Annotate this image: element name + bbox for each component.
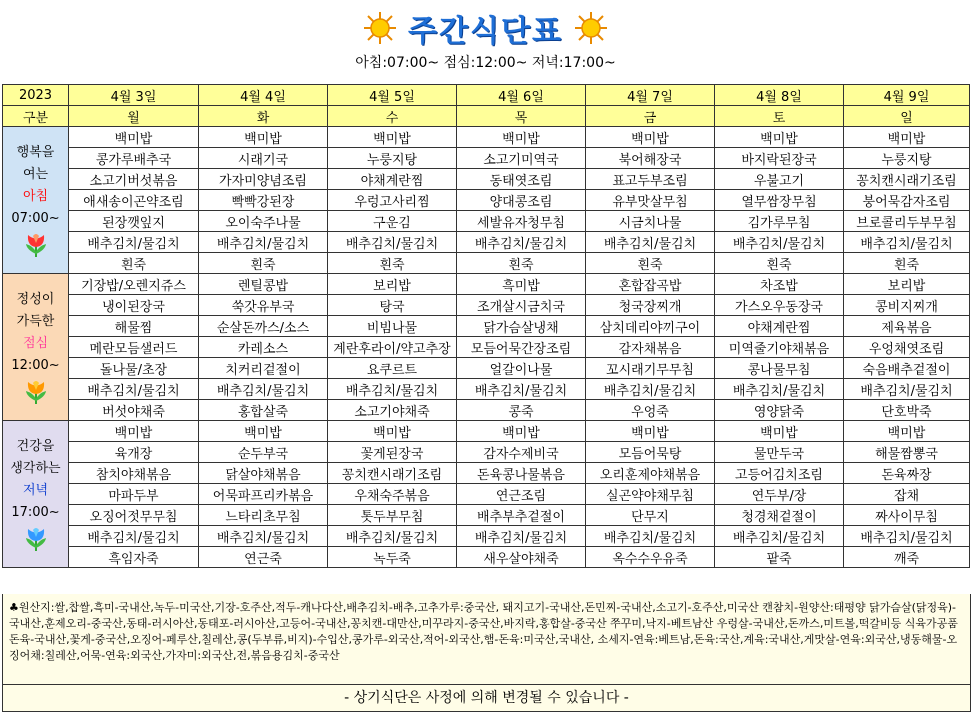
menu-item: 해물짬뽕국 <box>844 442 970 463</box>
menu-item: 백미밥 <box>586 127 715 148</box>
meal-name: 점심 <box>22 336 49 351</box>
menu-item: 야채계란찜 <box>715 316 844 337</box>
menu-item: 고등어김치조림 <box>715 463 844 484</box>
menu-row <box>3 463 970 484</box>
menu-item: 흰죽 <box>457 253 586 274</box>
menu-item: 백미밥 <box>715 127 844 148</box>
menu-item: 백미밥 <box>328 421 457 442</box>
date-cell: 4월 5일 <box>328 85 457 106</box>
menu-item: 옥수수우유죽 <box>586 547 715 568</box>
day-cell: 목 <box>457 106 586 127</box>
menu-item: 치커리겉절이 <box>199 358 328 379</box>
menu-item: 배추김치/물김치 <box>715 526 844 547</box>
menu-row <box>3 232 970 253</box>
meal-label-cell <box>3 421 69 568</box>
menu-row <box>3 274 970 295</box>
menu-item: 차조밥 <box>715 274 844 295</box>
menu-item: 연근조림 <box>457 484 586 505</box>
menu-item: 시래기국 <box>199 148 328 169</box>
menu-item: 배추김치/물김치 <box>844 526 970 547</box>
menu-item: 가자미양념조림 <box>199 169 328 190</box>
menu-item: 돈육짜장 <box>844 463 970 484</box>
menu-item: 유부맛살무침 <box>586 190 715 211</box>
day-cell: 금 <box>586 106 715 127</box>
menu-item: 미역줄기야채볶음 <box>715 337 844 358</box>
menu-item: 우채숙주볶음 <box>328 484 457 505</box>
menu-item: 배추김치/물김치 <box>199 526 328 547</box>
menu-item: 비빔나물 <box>328 316 457 337</box>
menu-row <box>3 295 970 316</box>
menu-item: 모듬어묵간장조림 <box>457 337 586 358</box>
menu-item: 깨죽 <box>844 547 970 568</box>
menu-item: 오징어젓무무침 <box>69 505 199 526</box>
menu-item: 요쿠르트 <box>328 358 457 379</box>
meal-time: 12:00~ <box>11 358 60 373</box>
menu-item: 소고기미역국 <box>457 148 586 169</box>
menu-item: 흑임자죽 <box>69 547 199 568</box>
menu-item: 백미밥 <box>199 127 328 148</box>
menu-item: 배추김치/물김치 <box>844 232 970 253</box>
menu-item: 냉이된장국 <box>69 295 199 316</box>
date-cell: 4월 3일 <box>69 85 199 106</box>
meal-label-line: 정성이 <box>16 292 55 307</box>
tulip-icon <box>21 379 51 405</box>
gubun-cell: 구분 <box>3 106 69 127</box>
menu-item: 콩나물무침 <box>715 358 844 379</box>
menu-item: 열무쌈장무침 <box>715 190 844 211</box>
menu-item: 실곤약야채무침 <box>586 484 715 505</box>
menu-row <box>3 547 970 568</box>
menu-item: 배추부추겉절이 <box>457 505 586 526</box>
menu-item: 브로콜리두부무침 <box>844 211 970 232</box>
menu-item: 모듬어묵탕 <box>586 442 715 463</box>
menu-item: 백미밥 <box>69 421 199 442</box>
date-cell: 4월 8일 <box>715 85 844 106</box>
menu-item: 배추김치/물김치 <box>328 526 457 547</box>
date-cell: 4월 7일 <box>586 85 715 106</box>
menu-item: 참치야채볶음 <box>69 463 199 484</box>
menu-item: 애새송이곤약조림 <box>69 190 199 211</box>
menu-item: 홍합살죽 <box>199 400 328 421</box>
menu-row <box>3 148 970 169</box>
menu-row <box>3 505 970 526</box>
menu-item: 단무지 <box>586 505 715 526</box>
menu-item: 어묵파프리카볶음 <box>199 484 328 505</box>
menu-item: 꽃게된장국 <box>328 442 457 463</box>
title-row <box>0 6 971 49</box>
menu-row <box>3 484 970 505</box>
menu-item: 메란모듬샐러드 <box>69 337 199 358</box>
menu-item: 짜사이무침 <box>844 505 970 526</box>
menu-item: 백미밥 <box>844 127 970 148</box>
menu-item: 탕국 <box>328 295 457 316</box>
tulip-icon <box>21 526 51 552</box>
menu-item: 배추김치/물김치 <box>69 232 199 253</box>
menu-row <box>3 316 970 337</box>
menu-table <box>2 84 970 568</box>
menu-item: 누룽지탕 <box>328 148 457 169</box>
menu-item: 닭살야채볶음 <box>199 463 328 484</box>
menu-item: 오리훈제야채볶음 <box>586 463 715 484</box>
date-cell: 4월 9일 <box>844 85 970 106</box>
menu-item: 꽁치캔시래기조림 <box>328 463 457 484</box>
menu-item: 카레소스 <box>199 337 328 358</box>
menu-item: 된장깻잎지 <box>69 211 199 232</box>
header-dates-row <box>3 85 970 106</box>
change-notice: - 상기식단은 사정에 의해 변경될 수 있습니다 - <box>2 684 971 712</box>
year-cell: 2023 <box>3 85 69 106</box>
menu-row <box>3 442 970 463</box>
menu-item: 순살돈까스/소스 <box>199 316 328 337</box>
menu-item: 렌틸콩밥 <box>199 274 328 295</box>
menu-item: 영양닭죽 <box>715 400 844 421</box>
menu-item: 제육볶음 <box>844 316 970 337</box>
menu-item: 배추김치/물김치 <box>69 526 199 547</box>
meal-label-line: 생각하는 <box>10 461 61 476</box>
menu-item: 돈육콩나물볶음 <box>457 463 586 484</box>
menu-item: 연두부/장 <box>715 484 844 505</box>
menu-item: 양대콩조림 <box>457 190 586 211</box>
menu-row <box>3 337 970 358</box>
day-cell: 토 <box>715 106 844 127</box>
menu-item: 흰죽 <box>844 253 970 274</box>
menu-row <box>3 358 970 379</box>
menu-item: 배추김치/물김치 <box>715 379 844 400</box>
menu-item: 느타리초무침 <box>199 505 328 526</box>
menu-row <box>3 190 970 211</box>
menu-item: 김가루무침 <box>715 211 844 232</box>
menu-item: 우엉죽 <box>586 400 715 421</box>
menu-item: 감자채볶음 <box>586 337 715 358</box>
menu-item: 우엉채엿조림 <box>844 337 970 358</box>
menu-item: 숙음배추겉절이 <box>844 358 970 379</box>
menu-item: 보리밥 <box>844 274 970 295</box>
menu-row <box>3 169 970 190</box>
menu-item: 조개살시금치국 <box>457 295 586 316</box>
menu-item: 꼬시래기무무침 <box>586 358 715 379</box>
meal-label-cell <box>3 127 69 274</box>
menu-row <box>3 421 970 442</box>
menu-item: 배추김치/물김치 <box>199 232 328 253</box>
menu-item: 흰죽 <box>199 253 328 274</box>
menu-item: 바지락된장국 <box>715 148 844 169</box>
menu-item: 흰죽 <box>328 253 457 274</box>
menu-item: 감자수제비국 <box>457 442 586 463</box>
day-cell: 화 <box>199 106 328 127</box>
menu-item: 닭가슴살냉채 <box>457 316 586 337</box>
menu-item: 소고기야채죽 <box>328 400 457 421</box>
menu-item: 배추김치/물김치 <box>586 232 715 253</box>
menu-item: 연근죽 <box>199 547 328 568</box>
menu-item: 백미밥 <box>328 127 457 148</box>
sun-icon <box>363 11 397 45</box>
menu-item: 배추김치/물김치 <box>328 232 457 253</box>
menu-item: 배추김치/물김치 <box>586 526 715 547</box>
menu-item: 야채계란찜 <box>328 169 457 190</box>
menu-item: 백미밥 <box>586 421 715 442</box>
menu-item: 배추김치/물김치 <box>328 379 457 400</box>
header-days-row <box>3 106 970 127</box>
menu-item: 단호박죽 <box>844 400 970 421</box>
menu-item: 배추김치/물김치 <box>457 232 586 253</box>
menu-item: 꽁치캔시래기조림 <box>844 169 970 190</box>
menu-item: 해물찜 <box>69 316 199 337</box>
meal-time: 17:00~ <box>11 505 60 520</box>
menu-item: 동태엿조림 <box>457 169 586 190</box>
meal-label-line: 여는 <box>22 167 49 182</box>
menu-item: 기장밥/오렌지쥬스 <box>69 274 199 295</box>
menu-item: 청국장찌개 <box>586 295 715 316</box>
menu-item: 백미밥 <box>844 421 970 442</box>
page-title: 주간식단표 <box>408 14 563 49</box>
menu-item: 소고기버섯볶음 <box>69 169 199 190</box>
menu-item: 배추김치/물김치 <box>199 379 328 400</box>
menu-item: 흰죽 <box>715 253 844 274</box>
menu-item: 배추김치/물김치 <box>586 379 715 400</box>
meal-times: 아침:07:00~ 점심:12:00~ 저녁:17:00~ <box>355 55 616 71</box>
menu-item: 쑥갓유부국 <box>199 295 328 316</box>
sun-icon <box>574 11 608 45</box>
menu-item: 세발유자청무침 <box>457 211 586 232</box>
menu-item: 오이숙주나물 <box>199 211 328 232</box>
menu-item: 배추김치/물김치 <box>69 379 199 400</box>
menu-item: 흰죽 <box>586 253 715 274</box>
menu-item: 북어해장국 <box>586 148 715 169</box>
date-cell: 4월 6일 <box>457 85 586 106</box>
menu-item: 백미밥 <box>457 421 586 442</box>
menu-item: 표고두부조림 <box>586 169 715 190</box>
day-cell: 일 <box>844 106 970 127</box>
menu-item: 우불고기 <box>715 169 844 190</box>
menu-item: 톳두부무침 <box>328 505 457 526</box>
menu-item: 팥죽 <box>715 547 844 568</box>
menu-row <box>3 379 970 400</box>
menu-item: 마파두부 <box>69 484 199 505</box>
page-header <box>0 0 971 84</box>
menu-item: 백미밥 <box>715 421 844 442</box>
menu-item: 잡채 <box>844 484 970 505</box>
menu-item: 빡빡강된장 <box>199 190 328 211</box>
menu-item: 흑미밥 <box>457 274 586 295</box>
tulip-icon <box>21 232 51 258</box>
menu-item: 청경채겉절이 <box>715 505 844 526</box>
meal-label-line: 건강을 <box>16 439 55 454</box>
menu-item: 육개장 <box>69 442 199 463</box>
day-cell: 수 <box>328 106 457 127</box>
meal-name: 저녁 <box>22 483 49 498</box>
menu-item: 순두부국 <box>199 442 328 463</box>
menu-item: 구운김 <box>328 211 457 232</box>
menu-item: 혼합잡곡밥 <box>586 274 715 295</box>
menu-item: 삼치데리야끼구이 <box>586 316 715 337</box>
menu-item: 버섯야채죽 <box>69 400 199 421</box>
menu-item: 새우살야채죽 <box>457 547 586 568</box>
meal-name: 아침 <box>22 189 49 204</box>
menu-item: 보리밥 <box>328 274 457 295</box>
origin-note: ♣원산지:쌀,찹쌀,흑미-국내산,녹두-미국산,기장-호주산,적두-캐나다산,배추김치-배추,고추가루:중국산, 돼지고기-국내산,돈민찌-국내산,소고기-호주산,미국산 캔참치-원양산:태평양 닭가슴살(닭정육)-국내산,훈제오리-중국산,동태-러시아산,동태포-러시아산,고등어-국내산,꽁치캔-대만산,미꾸라지-중국산,바지락,홍합살-중국산 쭈꾸미,낙지-베트남산 우렁살-국내산,돈까스,미트볼,떡갈비등 식육가공품 돈육-국내산,꽃게-중국산,오징어-페루산,칠레산,콩(두부류,비지)-수입산,콩가루-외국산,적어-외국산,햄-돈육:미국산,국내산, 소세지-연육:베트남,돈육:국산,계육:국내산,게맛살-연육:외국산,냉동해물-오징어채:칠레산,어묵-연육:외국산,가자미:외국산,전,볶음용김치-중국산 <box>2 594 971 685</box>
menu-item: 백미밥 <box>69 127 199 148</box>
menu-row <box>3 211 970 232</box>
menu-item: 배추김치/물김치 <box>457 526 586 547</box>
menu-row <box>3 127 970 148</box>
meal-label-line: 가득한 <box>16 314 55 329</box>
menu-item: 누룽지탕 <box>844 148 970 169</box>
menu-row <box>3 526 970 547</box>
menu-item: 얼갈이나물 <box>457 358 586 379</box>
menu-item: 배추김치/물김치 <box>844 379 970 400</box>
meal-time: 07:00~ <box>11 211 60 226</box>
menu-item: 시금치나물 <box>586 211 715 232</box>
meal-label-cell <box>3 274 69 421</box>
menu-item: 가스오우동장국 <box>715 295 844 316</box>
menu-item: 물만두국 <box>715 442 844 463</box>
menu-item: 우렁고사리찜 <box>328 190 457 211</box>
meal-label-line: 행복을 <box>16 145 55 160</box>
menu-item: 돌나물/초장 <box>69 358 199 379</box>
menu-item: 붕어묵감자조림 <box>844 190 970 211</box>
menu-row <box>3 253 970 274</box>
menu-item: 배추김치/물김치 <box>715 232 844 253</box>
menu-item: 흰죽 <box>69 253 199 274</box>
day-cell: 월 <box>69 106 199 127</box>
menu-row <box>3 400 970 421</box>
menu-item: 콩가루배추국 <box>69 148 199 169</box>
menu-item: 백미밥 <box>199 421 328 442</box>
menu-item: 콩비지찌개 <box>844 295 970 316</box>
menu-item: 계란후라이/약고추장 <box>328 337 457 358</box>
date-cell: 4월 4일 <box>199 85 328 106</box>
menu-item: 백미밥 <box>457 127 586 148</box>
menu-item: 녹두죽 <box>328 547 457 568</box>
menu-item: 콩죽 <box>457 400 586 421</box>
menu-item: 배추김치/물김치 <box>457 379 586 400</box>
